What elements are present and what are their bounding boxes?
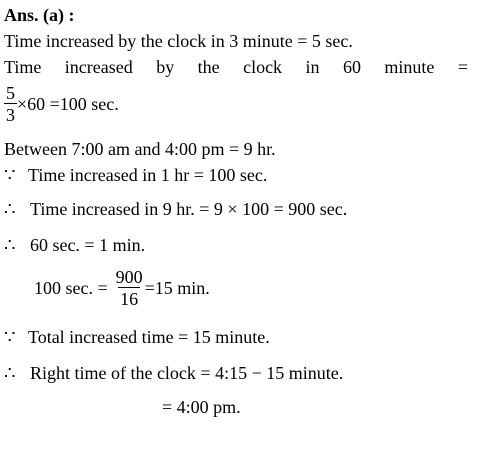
line-between-times: Between 7:00 am and 4:00 pm = 9 hr. xyxy=(4,139,276,159)
therefore-icon: ∴ xyxy=(4,235,16,255)
word: minute xyxy=(384,57,435,77)
therefore-icon: ∴ xyxy=(4,199,16,219)
line-text: 100 sec. = xyxy=(34,278,108,298)
line-right-time xyxy=(4,362,343,384)
line-final-answer: = 4:00 pm. xyxy=(162,397,241,417)
because-icon: ∵ xyxy=(4,165,16,185)
therefore-icon: ∴ xyxy=(4,363,16,383)
word: = xyxy=(457,57,468,77)
line-sixty-seconds xyxy=(4,234,145,256)
line-text: Right time of the clock = 4:15 − 15 minute. xyxy=(29,363,344,383)
fraction-rest: =15 min. xyxy=(144,278,210,298)
word: the xyxy=(197,57,220,77)
word: clock xyxy=(243,57,283,77)
word: Time xyxy=(4,57,42,77)
word: by xyxy=(156,57,175,77)
word: in xyxy=(305,57,320,77)
line-nine-hours xyxy=(4,198,347,220)
line-time-60-minutes xyxy=(4,56,468,78)
word: 60 xyxy=(342,57,361,77)
word: increased xyxy=(64,57,133,77)
line-minutes-conversion xyxy=(34,268,210,308)
fraction-five-thirds xyxy=(4,84,17,124)
line-per-hour xyxy=(4,164,267,186)
fraction-numerator: 5 xyxy=(6,83,15,103)
answer-label: Ans. (a) : xyxy=(4,5,75,25)
fraction-denominator: 16 xyxy=(120,289,139,309)
line-time-3-minutes: Time increased by the clock in 3 minute = 5 sec. xyxy=(4,31,353,51)
line-total-increased xyxy=(4,326,270,348)
line-fraction-result xyxy=(4,84,119,124)
fraction-900-16 xyxy=(114,268,145,308)
fraction-numerator: 900 xyxy=(115,267,143,287)
fraction-rest: ×60 =100 sec. xyxy=(17,94,119,114)
line-text: 60 sec. = 1 min. xyxy=(29,235,146,255)
line-text: Time increased in 1 hr = 100 sec. xyxy=(27,165,268,185)
line-text: Time increased in 9 hr. = 9 × 100 = 900 sec. xyxy=(29,199,348,219)
fraction-denominator: 3 xyxy=(6,105,15,125)
because-icon: ∵ xyxy=(4,327,16,347)
line-text: Total increased time = 15 minute. xyxy=(27,327,270,347)
